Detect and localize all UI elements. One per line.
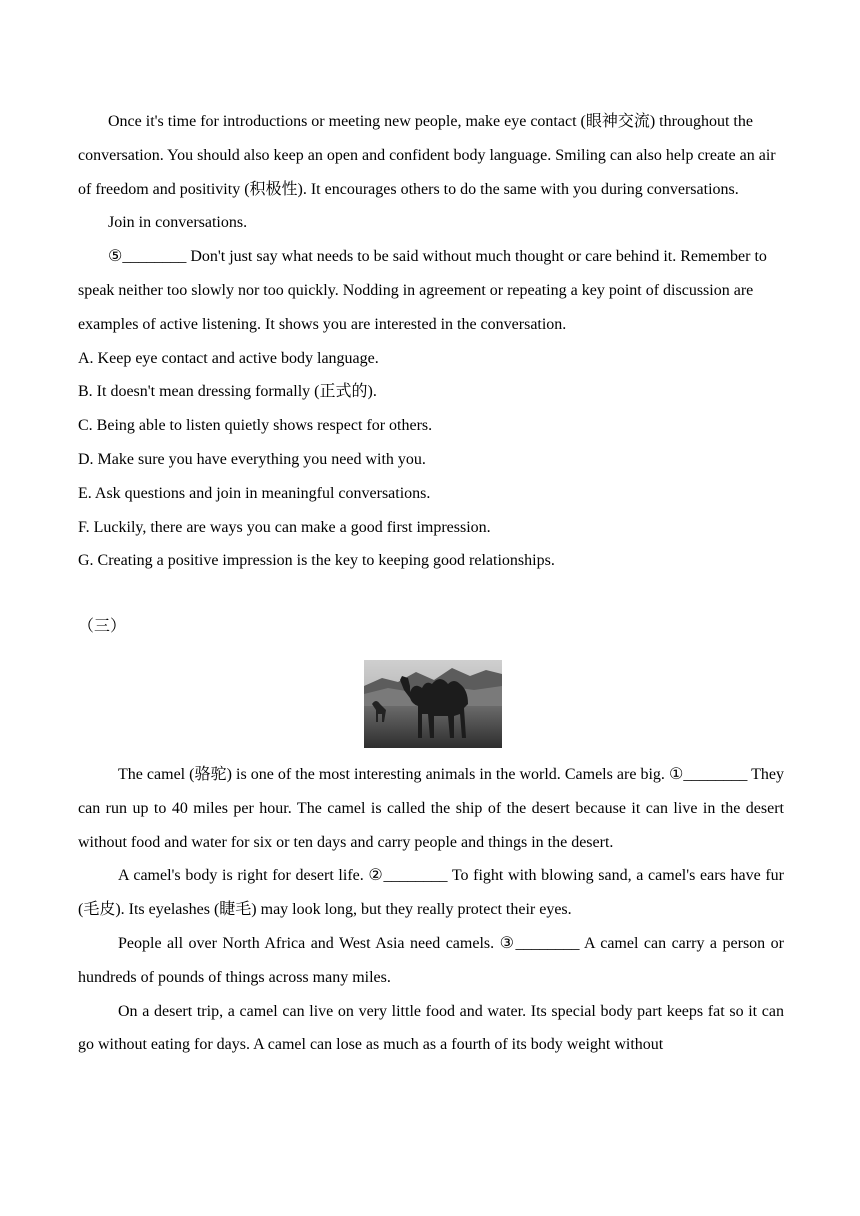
paragraph-question-5: ⑤________ Don't just say what needs to be said without much thought or care behind it. Remember to speak neither too slowly nor too quickly. Nodding in agreement or repeating a key point of discussion are examples of active listening. It shows you are interested in the conversation. [78, 248, 767, 333]
section-heading: （三） [78, 618, 127, 635]
option-f: F. Luckily, there are ways you can make a good first impression. [78, 518, 491, 536]
passage-two-text [78, 105, 784, 578]
passage-three-text [78, 758, 784, 1062]
option-a: A. Keep eye contact and active body language. [78, 349, 379, 367]
paragraph-camel-need: People all over North Africa and West Asia need camels. ③________ A camel can carry a person or hundreds of pounds of things across many miles. [78, 934, 784, 986]
paragraph-eye-contact: Once it's time for introductions or meeting new people, make eye contact (眼神交流) throughout the conversation. You should also keep an open and confident body language. Smiling can also help create an air of freedom and positivity (积极性). It encourages others to do the same with you during conversations. [78, 113, 776, 198]
option-g: G. Creating a positive impression is the key to keeping good relationships. [78, 552, 555, 570]
paragraph-camel-body: A camel's body is right for desert life. ②________ To fight with blowing sand, a camel's ears have fur (毛皮). Its eyelashes (睫毛) may look long, but they really protect their eyes. [78, 867, 784, 919]
option-d: D. Make sure you have everything you need with you. [78, 450, 426, 468]
option-b: B. It doesn't mean dressing formally (正式的). [78, 383, 377, 401]
option-e: E. Ask questions and join in meaningful conversations. [78, 484, 431, 502]
option-c: C. Being able to listen quietly shows respect for others. [78, 417, 433, 435]
paragraph-join-conversations: Join in conversations. [108, 214, 248, 232]
paragraph-camel-intro: The camel (骆驼) is one of the most interesting animals in the world. Camels are big. ①________ They can run up to 40 miles per hour. The camel is called the ship of the desert because it can live in the desert without food and water for six or ten days and carry people and things in the desert. [78, 766, 784, 851]
camel-photo-icon [364, 660, 502, 748]
paragraph-camel-trip: On a desert trip, a camel can live on very little food and water. Its special body part keeps fat so it can go without eating for days. A camel can lose as much as a fourth of its body weight without [78, 1002, 784, 1054]
